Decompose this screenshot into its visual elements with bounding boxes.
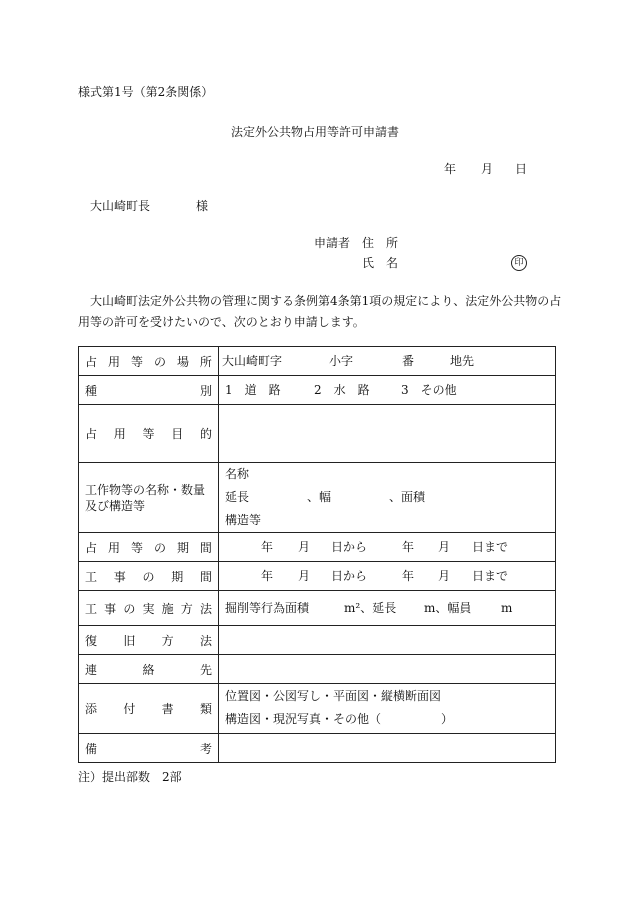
row-work-period — [79, 562, 556, 591]
label-char: 等 — [130, 354, 143, 369]
purpose-value[interactable] — [219, 405, 556, 463]
label-char: 種 — [85, 383, 98, 398]
kind-v3: 3 その他 — [401, 383, 457, 397]
applicant-name-label: 氏 名 — [362, 256, 399, 270]
period-v3: 日から — [331, 540, 368, 554]
work-period-v1: 年 — [261, 569, 274, 583]
label-char: 法 — [199, 601, 212, 616]
structure-v2: 延長 — [225, 490, 250, 504]
note-copies: 注）提出部数 2部 — [78, 770, 182, 784]
date-year: 年 — [444, 162, 457, 176]
row-contact — [79, 655, 556, 684]
seal-mark: 印 — [511, 255, 527, 271]
work-period-v2: 月 — [298, 569, 311, 583]
label-char: 間 — [199, 569, 212, 584]
place-v1: 大山崎町字 — [222, 354, 283, 368]
page-title: 法定外公共物占用等許可申請書 — [231, 125, 400, 139]
structure-v5: 構造等 — [225, 513, 262, 527]
label-char: 占 — [85, 354, 98, 369]
place-value[interactable] — [219, 347, 556, 376]
kind-v1: 1 道 路 — [225, 383, 281, 397]
label-char: 類 — [199, 702, 212, 716]
addressee-name: 大山崎町長 — [90, 199, 151, 213]
label-char: 工 — [85, 569, 98, 584]
label-char: 期 — [171, 569, 184, 584]
label-char: 間 — [199, 540, 212, 555]
label-char: 用 — [107, 540, 120, 555]
kind-value[interactable] — [219, 376, 556, 405]
structure-v4: 、面積 — [389, 490, 426, 504]
work-method-v4: m — [501, 601, 513, 615]
structure-value[interactable] — [219, 463, 556, 533]
label-char: 用 — [113, 427, 126, 441]
label-char: 等 — [142, 427, 155, 441]
structure-label-line2: 及び構造等 — [85, 498, 146, 513]
label-char: 工 — [85, 601, 98, 616]
kind-v2: 2 水 路 — [314, 383, 370, 397]
contact-value[interactable] — [219, 655, 556, 684]
restore-value[interactable] — [219, 626, 556, 655]
work-period-v3: 日から — [331, 569, 368, 583]
work-method-v3: m、幅員 — [424, 601, 472, 615]
row-period — [79, 533, 556, 562]
label-char: 施 — [161, 601, 174, 616]
purpose-label — [79, 405, 219, 463]
label-char: 占 — [85, 540, 98, 555]
form-number: 様式第1号（第2条関係） — [78, 85, 214, 99]
row-remarks — [79, 734, 556, 763]
label-char: 用 — [107, 354, 120, 369]
work-method-value[interactable] — [219, 591, 556, 626]
label-char: 期 — [176, 540, 189, 555]
label-char: 別 — [199, 383, 212, 398]
period-label — [79, 533, 219, 562]
label-char: の — [123, 601, 136, 616]
attachments-line2: 構造図・現況写真・その他（ ） — [225, 712, 454, 726]
label-char: 絡 — [142, 662, 155, 677]
work-period-v5: 月 — [438, 569, 451, 583]
row-restore — [79, 626, 556, 655]
attachments-value[interactable] — [219, 684, 556, 734]
period-v6: 日まで — [472, 540, 509, 554]
work-method-v2: m²、延長 — [344, 601, 397, 615]
work-method-v1: 掘削等行為面積 — [225, 601, 310, 615]
label-char: 場 — [176, 354, 189, 369]
label-char: 占 — [85, 427, 98, 441]
work-period-v4: 年 — [402, 569, 415, 583]
attachments-line1: 位置図・公図写し・平面図・縦横断面図 — [225, 689, 442, 703]
period-v5: 月 — [438, 540, 451, 554]
restore-label — [79, 626, 219, 655]
label-char: 添 — [85, 702, 98, 716]
remarks-value[interactable] — [219, 734, 556, 763]
work-period-value[interactable] — [219, 562, 556, 591]
label-char: 先 — [199, 662, 212, 677]
label-char: 事 — [104, 601, 117, 616]
label-char: 付 — [123, 702, 136, 716]
period-value[interactable] — [219, 533, 556, 562]
body-text-line1: 大山崎町法定外公共物の管理に関する条例第4条第1項の規定により、法定外公共物の占 — [90, 294, 562, 308]
applicant-label: 申請者 — [314, 236, 351, 250]
label-char: 実 — [142, 601, 155, 616]
structure-v3: 、幅 — [307, 490, 332, 504]
label-char: 連 — [85, 662, 98, 677]
place-v2: 小字 — [329, 354, 354, 368]
label-char: 等 — [130, 540, 143, 555]
work-period-label — [79, 562, 219, 591]
attachments-label — [79, 684, 219, 734]
label-char: 法 — [199, 633, 212, 648]
label-char: 方 — [180, 601, 193, 616]
kind-label — [79, 376, 219, 405]
label-char: 事 — [113, 569, 126, 584]
date-month: 月 — [481, 162, 494, 176]
place-v4: 地先 — [450, 354, 475, 368]
label-char: の — [142, 569, 155, 584]
period-v2: 月 — [298, 540, 311, 554]
period-v4: 年 — [402, 540, 415, 554]
date-day: 日 — [515, 162, 528, 176]
work-method-label — [79, 591, 219, 626]
period-v1: 年 — [261, 540, 274, 554]
label-char: 復 — [85, 633, 98, 648]
label-char: の — [153, 540, 166, 555]
applicant-address-label: 住 所 — [362, 236, 399, 250]
structure-v1: 名称 — [225, 467, 250, 481]
row-kind — [79, 376, 556, 405]
label-char: の — [153, 354, 166, 369]
row-purpose — [79, 405, 556, 463]
row-attachments — [79, 684, 556, 734]
row-work-method — [79, 591, 556, 626]
application-form-table — [78, 346, 556, 763]
row-place — [79, 347, 556, 376]
label-char: 旧 — [123, 633, 136, 648]
addressee-honorific: 様 — [196, 199, 209, 213]
place-label — [79, 347, 219, 376]
structure-label-line1: 工作物等の名称・数量 — [85, 482, 206, 497]
label-char: 考 — [199, 741, 212, 756]
label-char: 備 — [85, 741, 98, 756]
label-char: 書 — [161, 702, 174, 716]
label-char: 所 — [199, 354, 212, 369]
row-structure — [79, 463, 556, 533]
contact-label — [79, 655, 219, 684]
structure-label — [79, 463, 219, 533]
label-char: 的 — [199, 427, 212, 441]
work-period-v6: 日まで — [472, 569, 509, 583]
remarks-label — [79, 734, 219, 763]
body-text-line2: 用等の許可を受けたいので、次のとおり申請します。 — [78, 315, 365, 329]
label-char: 目 — [171, 427, 184, 441]
label-char: 方 — [161, 633, 174, 648]
place-v3: 番 — [402, 354, 415, 368]
